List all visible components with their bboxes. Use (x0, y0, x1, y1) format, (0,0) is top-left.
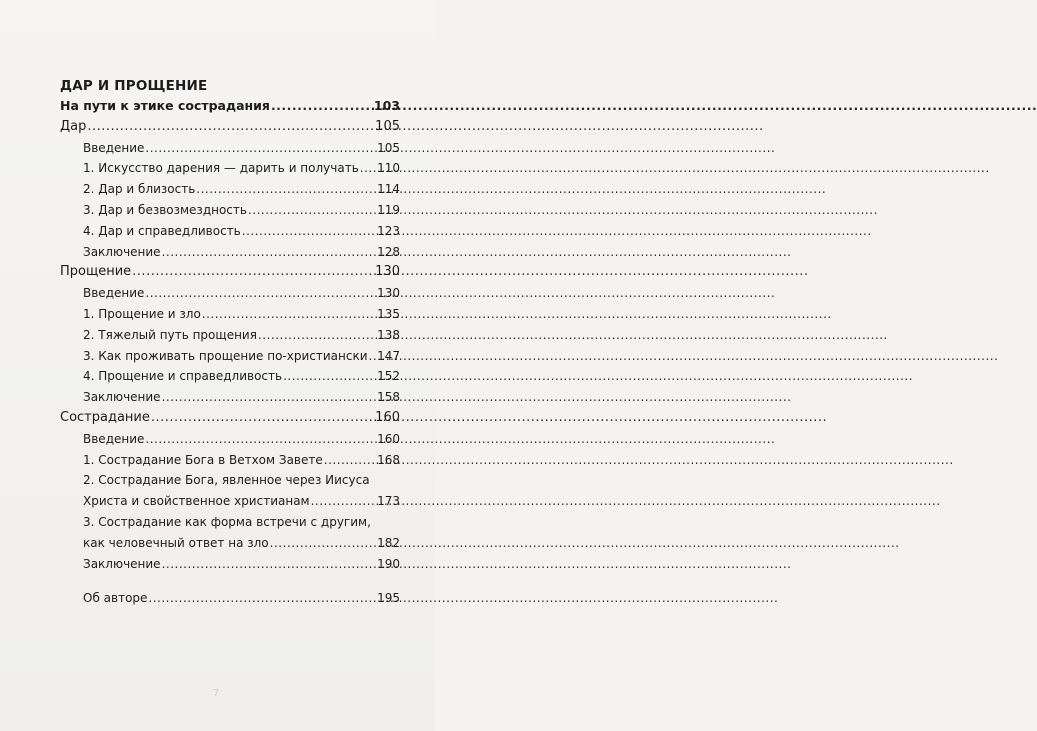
entry-title: 1. Сострадание Бога в Ветхом Завете (83, 452, 323, 467)
leader-dots (145, 429, 376, 450)
toc-entry[interactable] (60, 387, 400, 408)
leader-dots (87, 117, 374, 138)
entry-title-line2-row (60, 533, 400, 554)
toc-entry[interactable] (60, 366, 400, 387)
entry-title: На пути к этике сострадания (60, 98, 270, 113)
toc-entry[interactable] (60, 304, 400, 325)
toc-entry[interactable] (60, 221, 400, 242)
toc-entry[interactable] (60, 242, 400, 263)
leader-dots (324, 450, 376, 471)
entry-page: 119 (377, 202, 400, 217)
entry-page: 195 (377, 591, 400, 606)
entry-title: 3. Как проживать прощение по-христиански (83, 348, 368, 363)
toc-entry[interactable] (60, 200, 400, 221)
book-page (0, 0, 435, 731)
entry-page: 160 (377, 431, 400, 446)
entry-page: 103 (373, 98, 400, 113)
entry-title-line2: как человечный ответ на зло (83, 535, 269, 550)
entry-page: 152 (377, 369, 400, 384)
spacer (60, 574, 400, 588)
toc-entry[interactable] (60, 325, 400, 346)
toc-section-gift[interactable] (60, 117, 400, 138)
leader-dots (145, 138, 376, 159)
entry-page: 182 (377, 535, 400, 550)
leader-dots (162, 387, 377, 408)
entry-page: 147 (377, 348, 400, 363)
entry-title: Заключение (83, 556, 161, 571)
leader-dots (258, 325, 376, 346)
toc-entry[interactable] (60, 429, 400, 450)
entry-title: 2. Дар и близость (83, 182, 196, 197)
entry-page: 158 (377, 390, 400, 405)
toc-entry-about[interactable] (60, 588, 400, 609)
entry-title: 1. Прощение и зло (83, 306, 201, 321)
entry-title: Заключение (83, 390, 161, 405)
entry-page: 128 (377, 244, 400, 259)
entry-page: 190 (377, 556, 400, 571)
section-page: 130 (375, 264, 400, 280)
toc-section-forgiveness[interactable] (60, 262, 400, 283)
entry-title: Заключение (83, 244, 161, 259)
toc-entry-multiline[interactable] (60, 470, 400, 512)
entry-page: 114 (377, 182, 400, 197)
entry-title-line2: Христа и свойственное христианам (83, 494, 310, 509)
toc-entry[interactable] (60, 179, 400, 200)
leader-dots (132, 262, 374, 283)
entry-page: 105 (377, 140, 400, 155)
section-title: Прощение (60, 264, 132, 280)
entry-title: 3. Дар и безвозмездность (83, 202, 247, 217)
section-title: Сострадание (60, 409, 150, 425)
entry-title: 4. Дар и справедливость (83, 223, 241, 238)
entry-title: Введение (83, 140, 145, 155)
section-title: Дар (60, 118, 87, 134)
leader-dots (283, 366, 376, 387)
table-of-contents (60, 76, 400, 609)
toc-entry[interactable] (60, 346, 400, 367)
entry-page: 130 (377, 286, 400, 301)
page-number: 7 (213, 688, 220, 699)
leader-dots (202, 304, 376, 325)
entry-page: 138 (377, 327, 400, 342)
entry-title: Об авторе (83, 591, 148, 606)
leader-dots (162, 554, 377, 575)
entry-title-line2-row (60, 491, 400, 512)
toc-entry[interactable] (60, 283, 400, 304)
entry-page: 173 (377, 494, 400, 509)
section-page: 105 (375, 118, 400, 134)
toc-entry-intro[interactable] (60, 96, 400, 117)
toc-entry[interactable] (60, 554, 400, 575)
leader-dots (196, 179, 376, 200)
toc-section-compassion[interactable] (60, 408, 400, 429)
leader-dots (311, 491, 376, 512)
leader-dots (145, 283, 376, 304)
leader-dots (360, 158, 376, 179)
entry-page: 110 (377, 161, 400, 176)
entry-page: 135 (377, 306, 400, 321)
entry-title-line1: 2. Сострадание Бога, явленное через Иисуса (83, 473, 370, 488)
entry-title: Введение (83, 286, 145, 301)
toc-entry[interactable] (60, 158, 400, 179)
leader-dots (151, 408, 374, 429)
toc-heading: ДАР И ПРОЩЕНИЕ (60, 78, 208, 94)
entry-title: 2. Тяжелый путь прощения (83, 327, 257, 342)
leader-dots (148, 588, 376, 609)
leader-dots (271, 96, 373, 117)
entry-title: 4. Прощение и справедливость (83, 369, 283, 384)
toc-entry[interactable] (60, 450, 400, 471)
entry-title: Введение (83, 431, 145, 446)
entry-title-line1: 3. Сострадание как форма встречи с другим, (83, 514, 371, 529)
leader-dots (248, 200, 376, 221)
leader-dots (242, 221, 376, 242)
leader-dots (270, 533, 376, 554)
toc-entry[interactable] (60, 138, 400, 159)
leader-dots (162, 242, 377, 263)
leader-dots (369, 346, 377, 367)
entry-page: 168 (377, 452, 400, 467)
toc-entry-multiline[interactable] (60, 512, 400, 554)
section-page: 160 (375, 409, 400, 425)
entry-page: 123 (377, 223, 400, 238)
entry-title: 1. Искусство дарения — дарить и получать (83, 161, 359, 176)
